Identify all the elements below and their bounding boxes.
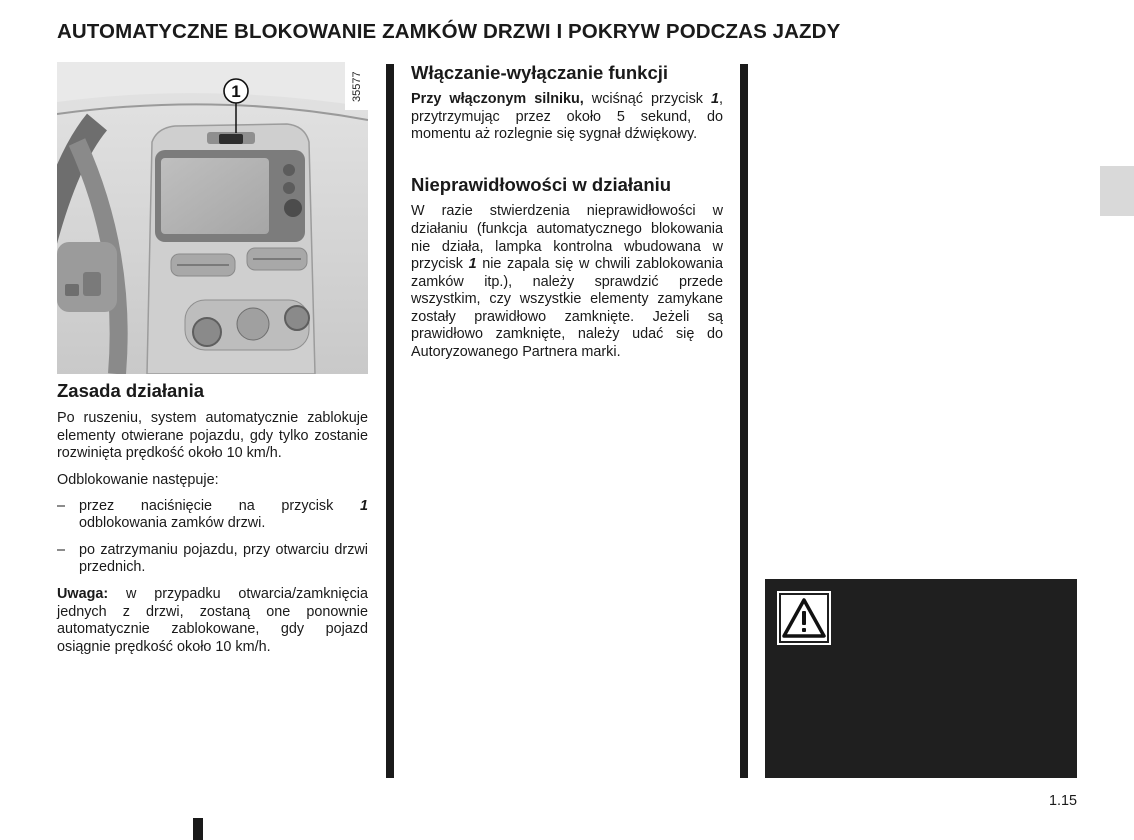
list-item: – po zatrzymaniu pojazdu, przy otwarciu drzwi przednich. [57, 541, 368, 576]
list-item: – przez naciśnięcie na przycisk 1 odblokowania zamków drzwi. [57, 497, 368, 532]
toggle-paragraph: Przy włączonym silniku, wciśnąć przycisk 1, przytrzymując przez około 5 sekund, do momentu aż rozlegnie się sygnał dźwiękowy. [411, 91, 723, 143]
note-label: Uwaga: [57, 586, 109, 603]
warning-triangle-icon [777, 591, 831, 645]
section-heading-operation: Zasada działania [57, 380, 205, 401]
dashboard-illustration [57, 62, 368, 374]
column-divider-right [740, 64, 748, 778]
note-paragraph: Uwaga: w przypadku otwarcia/zamknięcia jednych z drzwi, zostaną one ponownie automatycznie zablokowane, gdy pojazd osiągnie prędkość około 10 km/h. [57, 586, 368, 655]
column-divider-left [386, 64, 394, 778]
middle-column [411, 62, 723, 362]
left-column [57, 380, 368, 656]
warning-box [765, 579, 1077, 778]
callout-label: 1 [231, 82, 241, 101]
page-title: AUTOMATYCZNE BLOKOWANIE ZAMKÓW DRZWI I POKRYW PODCZAS JAZDY [57, 20, 841, 43]
crop-mark [193, 818, 203, 840]
page-number: 1.15 [1048, 793, 1077, 809]
chapter-tab [1100, 166, 1134, 216]
operation-paragraph: Po ruszeniu, system automatycznie zablokuje elementy otwierane pojazdu, gdy tylko zostanie rozwinięta prędkość około 10 km/h. [57, 410, 368, 462]
dashboard-figure [57, 62, 368, 374]
section-heading-malfunction: Nieprawidłowości w działaniu [411, 174, 672, 196]
unlocking-intro: Odblokowanie następuje: [57, 472, 219, 489]
figure-reference-number: 35577 [351, 71, 363, 102]
section-heading-toggle: Włączanie-wyłączanie funkcji [411, 62, 669, 83]
malfunction-paragraph: W razie stwierdzenia nieprawidłowości w działaniu (funkcja automatycznego blokowania nie działa, lampka kontrolna wbudowana w przycisk 1 nie zapala się w chwili zablokowania zamków itp.), należy sprawdzić przede wszystkim, czy wszystkie elementy zamykane zostały prawidłowo zamknięte. Jeżeli są prawidłowo zamknięte, należy udać się do Autoryzowanego Partnera marki. [411, 203, 723, 361]
